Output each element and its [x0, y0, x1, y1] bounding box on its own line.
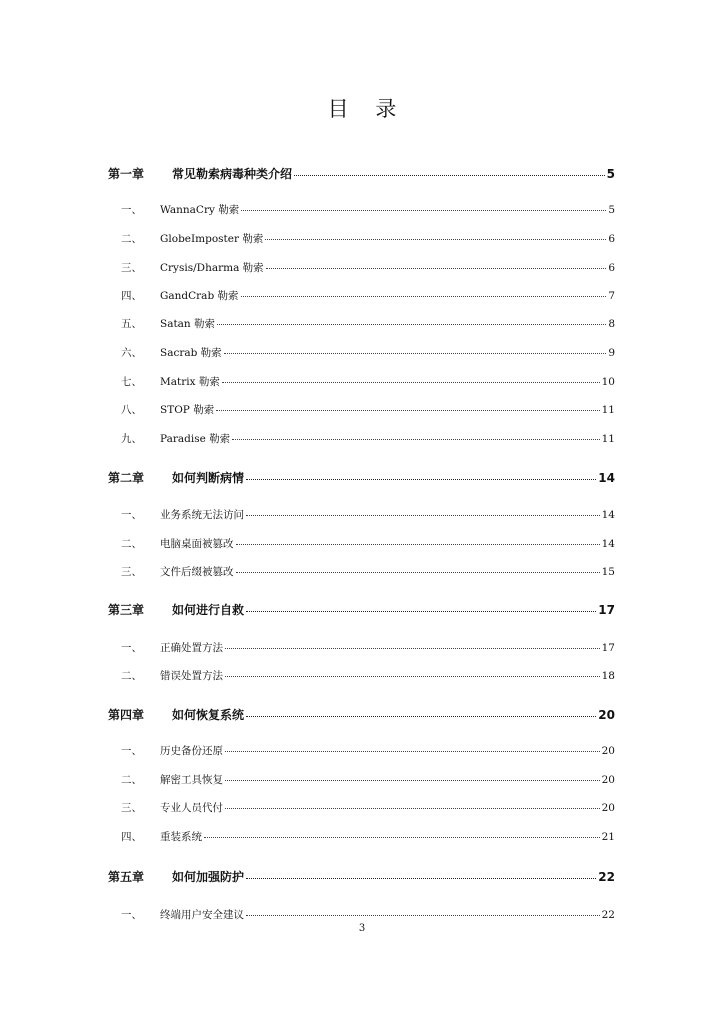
toc-section-entry[interactable] — [108, 507, 615, 522]
dot-leader — [246, 878, 596, 879]
toc-entry-number: 六、 — [121, 347, 142, 359]
dot-leader — [246, 611, 596, 612]
toc-section-entry[interactable] — [108, 231, 615, 246]
toc-chapter-entry[interactable] — [108, 868, 615, 885]
dot-leader — [224, 353, 607, 354]
dot-leader — [246, 515, 600, 516]
toc-entry-number: 第二章 — [108, 471, 145, 485]
toc-entry-page: 5 — [608, 204, 615, 216]
toc-section-entry[interactable] — [108, 402, 615, 417]
toc-chapter-entry[interactable] — [108, 706, 615, 723]
toc-entry-number: 一、 — [121, 509, 142, 521]
toc-entry-page: 14 — [601, 538, 615, 550]
dot-leader — [204, 837, 600, 838]
toc-entry-label: 如何加强防护 — [172, 870, 245, 884]
toc-entry-label: 电脑桌面被篡改 — [160, 538, 234, 550]
toc-entry-page: 14 — [598, 471, 615, 485]
toc-section-entry[interactable] — [108, 374, 615, 389]
toc-section-entry[interactable] — [108, 829, 615, 844]
dot-leader — [225, 780, 600, 781]
toc-entry-page: 20 — [601, 774, 615, 786]
dot-leader — [222, 382, 600, 383]
toc-entry-page: 11 — [601, 404, 615, 416]
toc-entry-label: 正确处置方法 — [160, 642, 223, 654]
toc-section-entry[interactable] — [108, 640, 615, 655]
toc-section-entry[interactable] — [108, 288, 615, 303]
toc-entry-page: 18 — [601, 670, 615, 682]
toc-entry-page: 17 — [598, 603, 615, 617]
toc-section-entry[interactable] — [108, 800, 615, 815]
toc-entry-label: 业务系统无法访问 — [160, 509, 244, 521]
toc-entry-number: 二、 — [121, 233, 142, 245]
toc-entry-page: 20 — [598, 708, 615, 722]
toc-entry-label: Sacrab 勒索 — [160, 347, 222, 359]
toc-entry-page: 20 — [601, 745, 615, 757]
toc-section-entry[interactable] — [108, 743, 615, 758]
toc-entry-label: 文件后缀被篡改 — [160, 566, 234, 578]
dot-leader — [236, 572, 600, 573]
toc-entry-number: 五、 — [121, 318, 142, 330]
toc-entry-page: 9 — [608, 347, 615, 359]
toc-entry-number: 一、 — [121, 642, 142, 654]
toc-section-entry[interactable] — [108, 536, 615, 551]
toc-entry-page: 17 — [601, 642, 615, 654]
dot-leader — [225, 648, 600, 649]
toc-entry-number: 三、 — [121, 262, 142, 274]
toc-entry-label: 错误处置方法 — [160, 670, 223, 682]
toc-entry-number: 二、 — [121, 774, 142, 786]
dot-leader — [225, 676, 600, 677]
dot-leader — [216, 410, 599, 411]
toc-entry-page: 5 — [606, 167, 615, 181]
toc-entry-page: 6 — [608, 233, 615, 245]
toc-entry-label: GlobeImposter 勒索 — [160, 233, 264, 245]
toc-entry-number: 四、 — [121, 831, 142, 843]
toc-section-entry[interactable] — [108, 202, 615, 217]
toc-entry-number: 七、 — [121, 376, 142, 388]
toc-entry-number: 一、 — [121, 909, 142, 921]
page-title: 目 录 — [327, 97, 407, 121]
toc-section-entry[interactable] — [108, 907, 615, 922]
toc-entry-number: 三、 — [121, 802, 142, 814]
toc-entry-label: 重装系统 — [160, 831, 202, 843]
toc-entry-label: 如何恢复系统 — [172, 708, 245, 722]
toc-entry-label: WannaCry 勒索 — [160, 204, 240, 216]
toc-entry-page: 20 — [601, 802, 615, 814]
toc-entry-label: 历史备份还原 — [160, 745, 223, 757]
toc-entry-label: Matrix 勒索 — [160, 376, 220, 388]
toc-entry-page: 8 — [608, 318, 615, 330]
toc-entry-number: 二、 — [121, 538, 142, 550]
dot-leader — [294, 175, 605, 176]
toc-chapter-entry[interactable] — [108, 165, 615, 182]
toc-entry-number: 九、 — [121, 433, 142, 445]
toc-entry-page: 22 — [601, 909, 615, 921]
toc-entry-number: 三、 — [121, 566, 142, 578]
toc-entry-number: 一、 — [121, 204, 142, 216]
toc-section-entry[interactable] — [108, 431, 615, 446]
dot-leader — [266, 268, 607, 269]
dot-leader — [241, 296, 607, 297]
toc-entry-number: 第五章 — [108, 870, 145, 884]
dot-leader — [246, 915, 600, 916]
toc-entry-label: 专业人员代付 — [160, 802, 223, 814]
toc-section-entry[interactable] — [108, 345, 615, 360]
toc-entry-page: 14 — [601, 509, 615, 521]
dot-leader — [241, 210, 606, 211]
toc-entry-page: 10 — [601, 376, 615, 388]
toc-entry-label: Satan 勒索 — [160, 318, 216, 330]
toc-entry-label: Crysis/Dharma 勒索 — [160, 262, 264, 274]
dot-leader — [246, 479, 596, 480]
toc-entry-label: 终端用户安全建议 — [160, 909, 244, 921]
toc-section-entry[interactable] — [108, 260, 615, 275]
toc-section-entry[interactable] — [108, 772, 615, 787]
toc-entry-number: 四、 — [121, 290, 142, 302]
toc-entry-number: 第三章 — [108, 603, 145, 617]
dot-leader — [265, 239, 606, 240]
toc-entry-page: 15 — [601, 566, 615, 578]
toc-entry-label: Paradise 勒索 — [160, 433, 231, 445]
toc-entry-page: 21 — [601, 831, 615, 843]
dot-leader — [217, 324, 606, 325]
dot-leader — [232, 439, 599, 440]
toc-entry-number: 第四章 — [108, 708, 145, 722]
toc-section-entry[interactable] — [108, 564, 615, 579]
toc-entry-number: 一、 — [121, 745, 142, 757]
toc-entry-page: 11 — [601, 433, 615, 445]
toc-entry-label: 如何判断病情 — [172, 471, 245, 485]
toc-entry-page: 22 — [598, 870, 615, 884]
toc-entry-label: 解密工具恢复 — [160, 774, 223, 786]
toc-section-entry[interactable] — [108, 668, 615, 683]
page-number: 3 — [358, 923, 366, 934]
dot-leader — [225, 808, 600, 809]
dot-leader — [236, 544, 600, 545]
dot-leader — [225, 751, 600, 752]
toc-entry-label: STOP 勒索 — [160, 404, 215, 416]
toc-entry-page: 7 — [608, 290, 615, 302]
toc-entry-page: 6 — [608, 262, 615, 274]
toc-chapter-entry[interactable] — [108, 469, 615, 486]
toc-entry-label: 常见勒索病毒种类介绍 — [172, 167, 293, 181]
toc-section-entry[interactable] — [108, 316, 615, 331]
toc-chapter-entry[interactable] — [108, 601, 615, 618]
toc-entry-number: 八、 — [121, 404, 142, 416]
toc-entry-number: 二、 — [121, 670, 142, 682]
toc-entry-number: 第一章 — [108, 167, 145, 181]
dot-leader — [246, 716, 596, 717]
toc-entry-label: GandCrab 勒索 — [160, 290, 239, 302]
toc-entry-label: 如何进行自救 — [172, 603, 245, 617]
